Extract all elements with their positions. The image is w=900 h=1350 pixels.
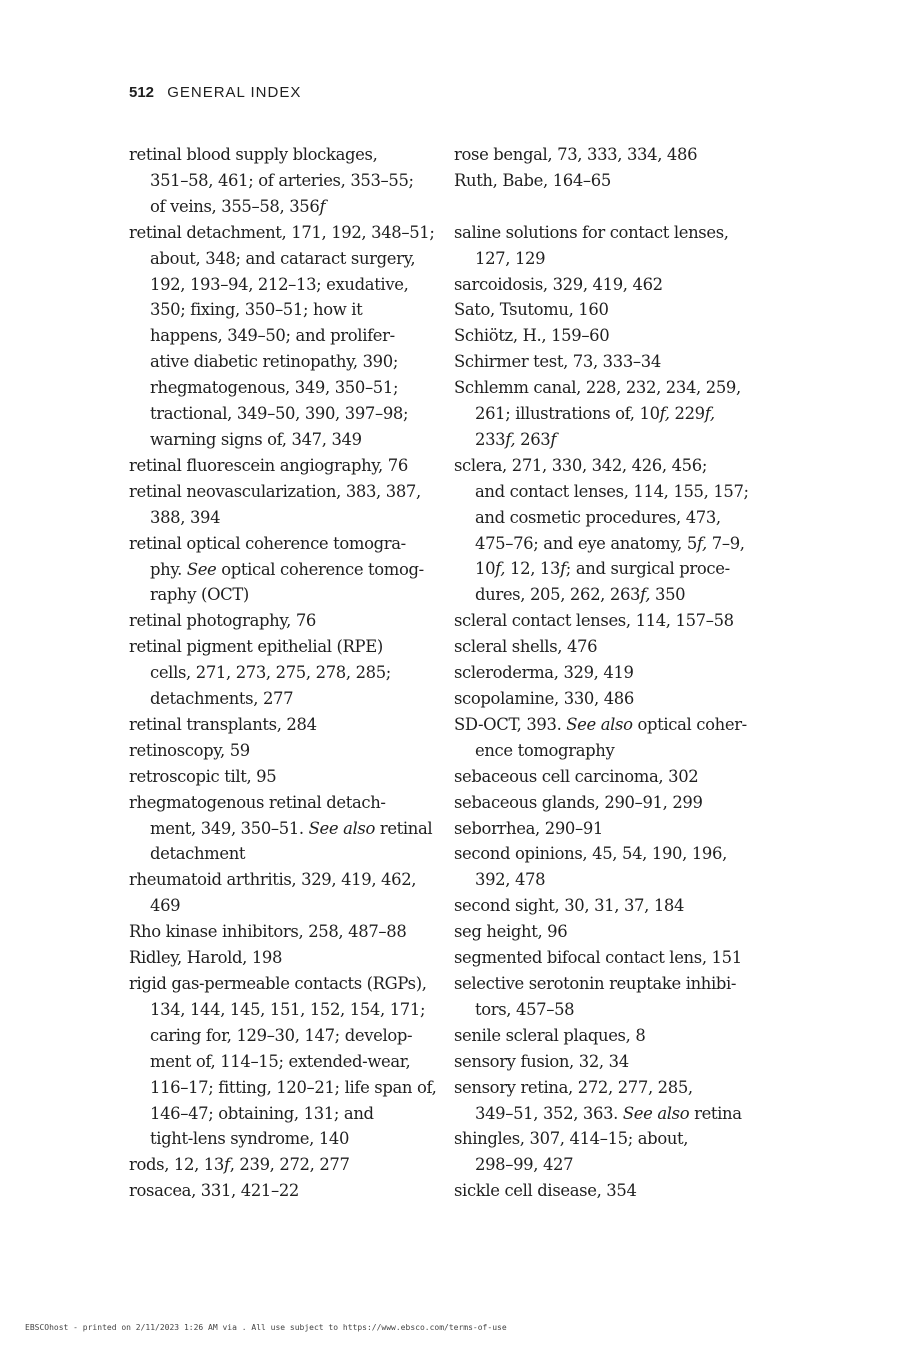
index-entry-line: retinal neovascularization, 383, 387, [129,481,421,501]
index-entry [454,712,764,764]
index-entry [454,297,764,323]
index-entry [129,1152,439,1178]
index-entry [129,220,439,453]
index-entry-line: scleral contact lenses, 114, 157–58 [454,611,734,631]
index-entry-line: retinal pigment epithelial (RPE) [129,637,383,657]
section-title: GENERAL INDEX [167,84,302,101]
index-column-right [454,142,764,1204]
index-entry-line: senile scleral plaques, 8 [454,1025,646,1045]
index-entry [129,919,439,945]
index-entry-continuation: detachments, 277 [150,689,294,709]
index-entry [129,142,439,220]
index-entry-continuation: 127, 129 [475,248,546,268]
index-entry-line: shingles, 307, 414–15; about, [454,1129,689,1149]
index-entry-continuation: ative diabetic retinopathy, 390; [150,352,398,372]
index-entry-line: sarcoidosis, 329, 419, 462 [454,274,663,294]
index-entry [129,867,439,919]
index-entry-line: scleroderma, 329, 419 [454,663,634,683]
index-entry-continuation: 298–99, 427 [475,1155,574,1175]
index-entry-line: sickle cell disease, 354 [454,1181,637,1201]
index-entry-line: retinal transplants, 284 [129,714,317,734]
index-entry-line: seborrhea, 290–91 [454,818,603,838]
index-entry-continuation: 233f, 263f [475,429,557,449]
index-entry-continuation: 146–47; obtaining, 131; and [150,1103,374,1123]
index-entry [454,142,764,168]
index-entry-continuation: 388, 394 [150,507,221,527]
index-entry-continuation: about, 348; and cataract surgery, [150,248,416,268]
index-entry [129,971,439,1152]
print-footer: EBSCOhost - printed on 2/11/2023 1:26 AM via . All use subject to https://www.ebsco.com/terms-of-use [25,1323,507,1332]
index-entry [454,608,764,634]
index-entry [129,764,439,790]
index-entry-continuation: happens, 349–50; and prolifer- [150,326,395,346]
index-entry-line: retinal detachment, 171, 192, 348–51; [129,222,435,242]
index-entry-continuation: 192, 193–94, 212–13; exudative, [150,274,409,294]
index-entry-line: Sato, Tsutomu, 160 [454,300,609,320]
index-entry-line: SD-OCT, 393. See also optical coher- [454,714,747,734]
index-entry-line: retinal blood supply blockages, [129,145,378,164]
index-entry [454,816,764,842]
index-entry-continuation: phy. See optical coherence tomog- [150,559,424,579]
index-entry [454,453,764,608]
index-entry [454,220,764,272]
index-entry-continuation: 475–76; and eye anatomy, 5f, 7–9, [475,533,745,553]
index-entry-continuation: ence tomography [475,740,615,760]
index-entry-line: sebaceous glands, 290–91, 299 [454,792,703,812]
index-entry [129,608,439,634]
index-entry [129,712,439,738]
index-entry [454,660,764,686]
index-entry [454,375,764,453]
index-entry [454,168,764,194]
index-entry [454,790,764,816]
index-entry-line: rose bengal, 73, 333, 334, 486 [454,145,698,164]
index-entry-continuation: 261; illustrations of, 10f, 229f, [475,404,715,424]
index-entry [454,1075,764,1127]
index-entry [454,764,764,790]
index-entry-line: Schlemm canal, 228, 232, 234, 259, [454,378,741,398]
index-entry-line: retinal optical coherence tomogra- [129,533,406,553]
index-entry-line: Ruth, Babe, 164–65 [454,170,611,190]
index-entry [129,531,439,609]
index-entry [454,323,764,349]
index-entry [454,272,764,298]
index-entry [129,453,439,479]
index-entry-continuation: 116–17; fitting, 120–21; life span of, [150,1077,437,1097]
index-entry-line: rheumatoid arthritis, 329, 419, 462, [129,870,417,890]
index-entry-continuation: of veins, 355–58, 356f [150,196,326,216]
index-entry-line: selective serotonin reuptake inhibi- [454,973,737,993]
index-entry-continuation: and contact lenses, 114, 155, 157; [475,481,749,501]
section-gap [454,194,764,220]
index-entry [454,634,764,660]
index-entry-line: segmented bifocal contact lens, 151 [454,948,742,968]
index-entry [454,945,764,971]
index-entry [454,1126,764,1178]
index-entry [129,738,439,764]
index-entry-line: Rho kinase inhibitors, 258, 487–88 [129,922,407,942]
index-entry-line: sensory retina, 272, 277, 285, [454,1077,693,1097]
index-entry [454,686,764,712]
index-entry-line: retinoscopy, 59 [129,740,250,760]
index-entry [129,634,439,712]
index-entry [454,1049,764,1075]
page-number: 512 [129,84,155,101]
index-entry [129,479,439,531]
index-entry-continuation: dures, 205, 262, 263f, 350 [475,585,686,605]
index-entry [454,1023,764,1049]
index-entry [454,893,764,919]
index-entry-continuation: cells, 271, 273, 275, 278, 285; [150,663,391,683]
index-entry-line: retinal photography, 76 [129,611,316,631]
index-entry-line: rigid gas-permeable contacts (RGPs), [129,974,427,993]
index-entry-line: rhegmatogenous retinal detach- [129,792,386,812]
index-entry-line: retinal fluorescein angiography, 76 [129,455,408,475]
index-entry [454,919,764,945]
index-entry-continuation: tight-lens syndrome, 140 [150,1129,350,1149]
index-entry-line: sebaceous cell carcinoma, 302 [454,766,699,786]
index-entry [454,971,764,1023]
index-entry-continuation: detachment [150,844,246,864]
index-entry-continuation: raphy (OCT) [150,585,249,605]
index-entry-continuation: 10f, 12, 13f; and surgical proce- [475,559,730,579]
index-entry-continuation: and cosmetic procedures, 473, [475,507,721,527]
page-header [129,84,301,101]
index-entry-line: Schirmer test, 73, 333–34 [454,352,661,372]
index-entry-continuation: 392, 478 [475,870,546,890]
index-entry-line: Ridley, Harold, 198 [129,948,283,968]
index-entry-line: rods, 12, 13f, 239, 272, 277 [129,1155,350,1175]
index-entry-continuation: 351–58, 461; of arteries, 353–55; [150,170,414,190]
index-entry-continuation: 349–51, 352, 363. See also retina [475,1103,742,1123]
index-entry-continuation: warning signs of, 347, 349 [150,429,362,449]
index-entry-continuation: 469 [150,896,181,916]
index-entry-line: saline solutions for contact lenses, [454,222,729,242]
index-entry [454,841,764,893]
index-entry-line: sclera, 271, 330, 342, 426, 456; [454,455,707,475]
index-entry-continuation: 350; fixing, 350–51; how it [150,300,363,320]
index-entry [129,945,439,971]
index-entry-line: second sight, 30, 31, 37, 184 [454,896,685,916]
index-entry-line: Schiötz, H., 159–60 [454,326,610,346]
index-entry [129,790,439,868]
index-entry-line: rosacea, 331, 421–22 [129,1181,299,1201]
index-entry-continuation: caring for, 129–30, 147; develop- [150,1025,413,1045]
index-entry [454,349,764,375]
index-entry-continuation: tors, 457–58 [475,999,575,1019]
index-entry-continuation: tractional, 349–50, 390, 397–98; [150,404,409,424]
index-entry-line: scopolamine, 330, 486 [454,689,634,709]
index-entry-line: seg height, 96 [454,922,568,942]
index-column-left [129,142,439,1204]
index-entry [129,1178,439,1204]
index-entry-continuation: ment, 349, 350–51. See also retinal [150,818,433,838]
index-entry-line: scleral shells, 476 [454,637,598,657]
index-entry-continuation: 134, 144, 145, 151, 152, 154, 171; [150,999,426,1019]
index-entry-line: second opinions, 45, 54, 190, 196, [454,844,727,864]
index-entry-continuation: ment of, 114–15; extended-wear, [150,1051,411,1071]
index-entry-continuation: rhegmatogenous, 349, 350–51; [150,378,399,398]
index-entry-line: retroscopic tilt, 95 [129,766,277,786]
index-entry-line: sensory fusion, 32, 34 [454,1051,629,1071]
index-entry [454,1178,764,1204]
